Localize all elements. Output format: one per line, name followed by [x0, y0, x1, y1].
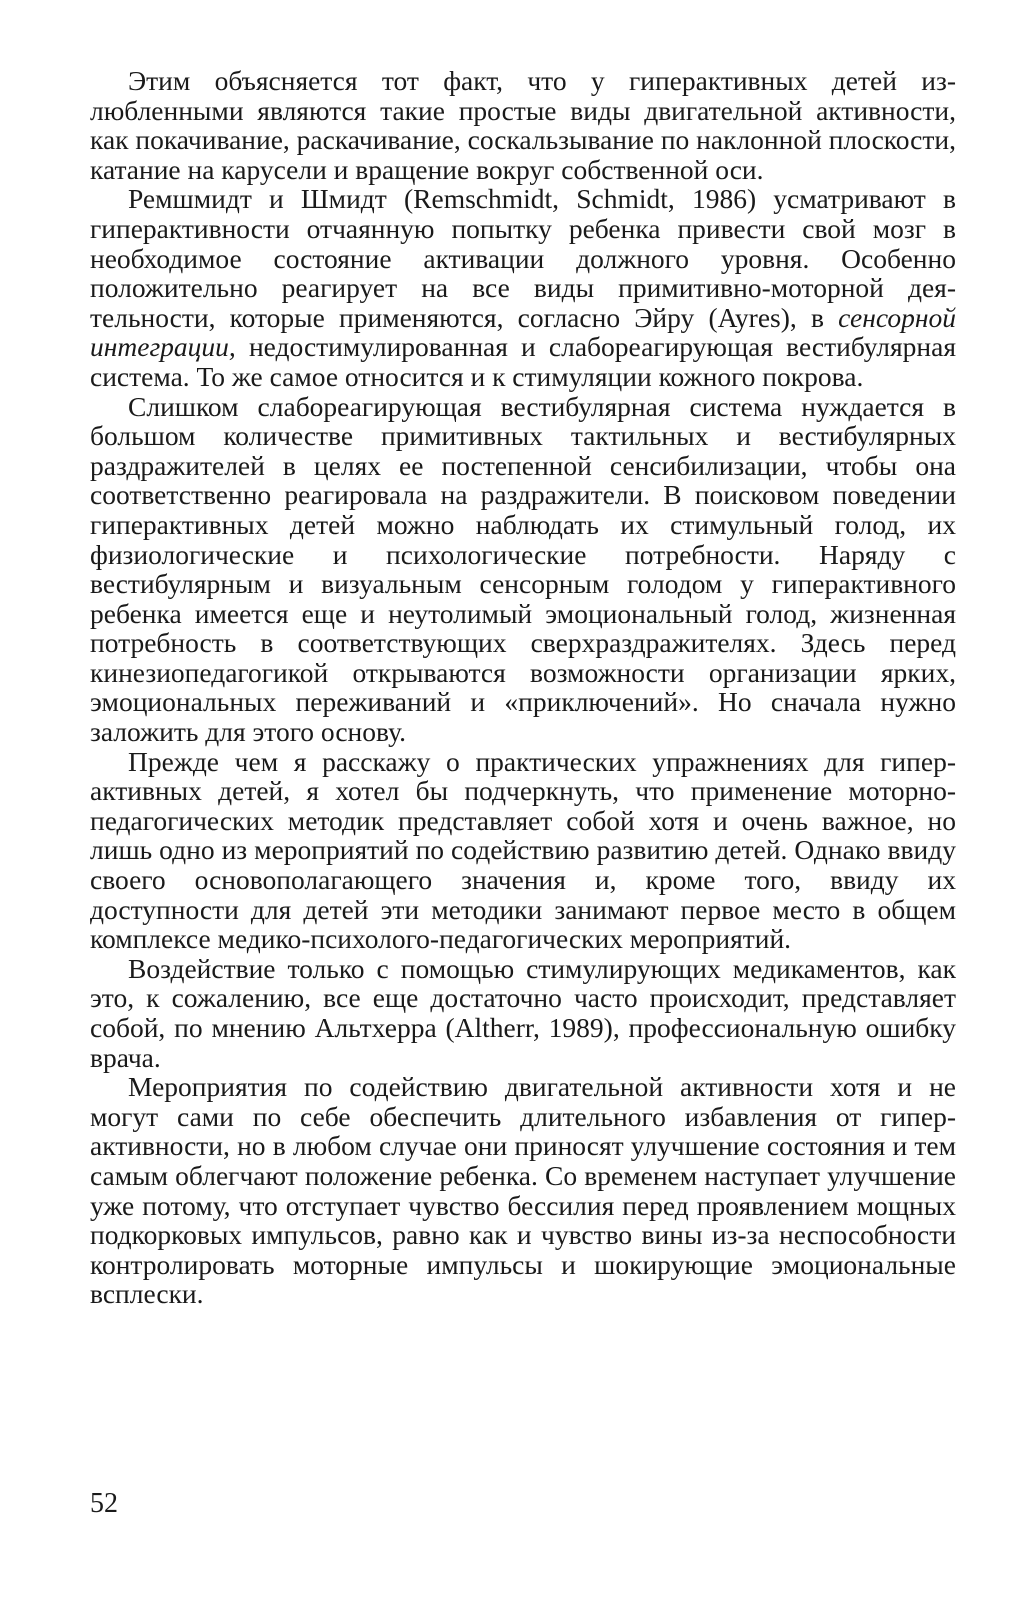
paragraph-1: Этим объясняется тот факт, что у гиперактивных детей излюбленными являются такие простые виды двигательной активности, как покачивание, раскачивание, соскальзывание по наклонной плоскости, катание на карусели и вращение вокруг собственной оси. [90, 65, 956, 185]
paragraph-2-lead: Ремшмидт и Шмидт (Remschmidt, Schmidt, 1986) усматривают в гиперактивности отчаянную попытку ребенка привести свой мозг в необходимое состояние активации должного уровня. Особенно положительно реагирует на все виды примитивно-моторной деятельности, которые применяются, согласно Эйру (Ayres), в [90, 183, 956, 333]
paragraph-3: Слишком слабореагирующая вестибулярная система нуждается в большом количестве примитивных тактильных и вестибулярных раздражителей в целях ее постепенной сенсибилизации, чтобы она соответственно реагировала на раздражители. В поисковом поведении гиперактивных детей можно наблюдать их стимульный голод, их физиологические и психологические потребности. Наряду с вестибулярным и визуальным сенсорным голодом у гиперактивного ребенка имеется еще и неутолимый эмоциональный голод, жизненная потребность в соответствующих сверхраздражителях. Здесь перед кинезиопедагогикой открываются возможности организации ярких, эмоциональных переживаний и «приключений». Но сначала нужно заложить для этого основу. [90, 390, 956, 748]
paragraph-2-emphasis: сенсорной интеграции, [90, 301, 956, 363]
page-number: 52 [90, 1488, 118, 1519]
paragraph-2 [90, 184, 956, 391]
paragraph-4: Прежде чем я расскажу о практических упражнениях для гиперактивных детей, я хотел бы подчеркнуть, что применение моторно-педагогических методик представляет собой хотя и очень важное, но лишь одно из мероприятий по содействию развитию детей. Однако ввиду своего основополагающего значения и, кроме того, ввиду их доступности для детей эти методики занимают первое место в общем комплексе медико-психолого-педагогических мероприятий. [90, 745, 956, 955]
paragraph-6: Мероприятия по содействию двигательной активности хотя и не могут сами по себе обеспечить длительного избавления от гиперактивности, но в любом случае они приносят улучшение состояния и тем самым облегчают положение ребенка. Со временем наступает улучшение уже потому, что отступает чувство бессилия перед проявлением мощных подкорковых импульсов, равно как и чувство вины из-за неспособности контролировать моторные импульсы и шокирующие эмоциональные всплески. [90, 1071, 956, 1310]
paragraph-2-tail: недостимулированная и слабореагирующая вестибулярная система. То же самое относится и к стимуляции кожного покрова. [90, 331, 956, 392]
paragraph-5: Воздействие только с помощью стимулирующих медикаментов, как это, к сожалению, все еще достаточно часто происходит, представляет собой, по мнению Альтхерра (Altherr, 1989), профессиональную ошибку врача. [90, 952, 956, 1073]
page-body [90, 66, 956, 1586]
